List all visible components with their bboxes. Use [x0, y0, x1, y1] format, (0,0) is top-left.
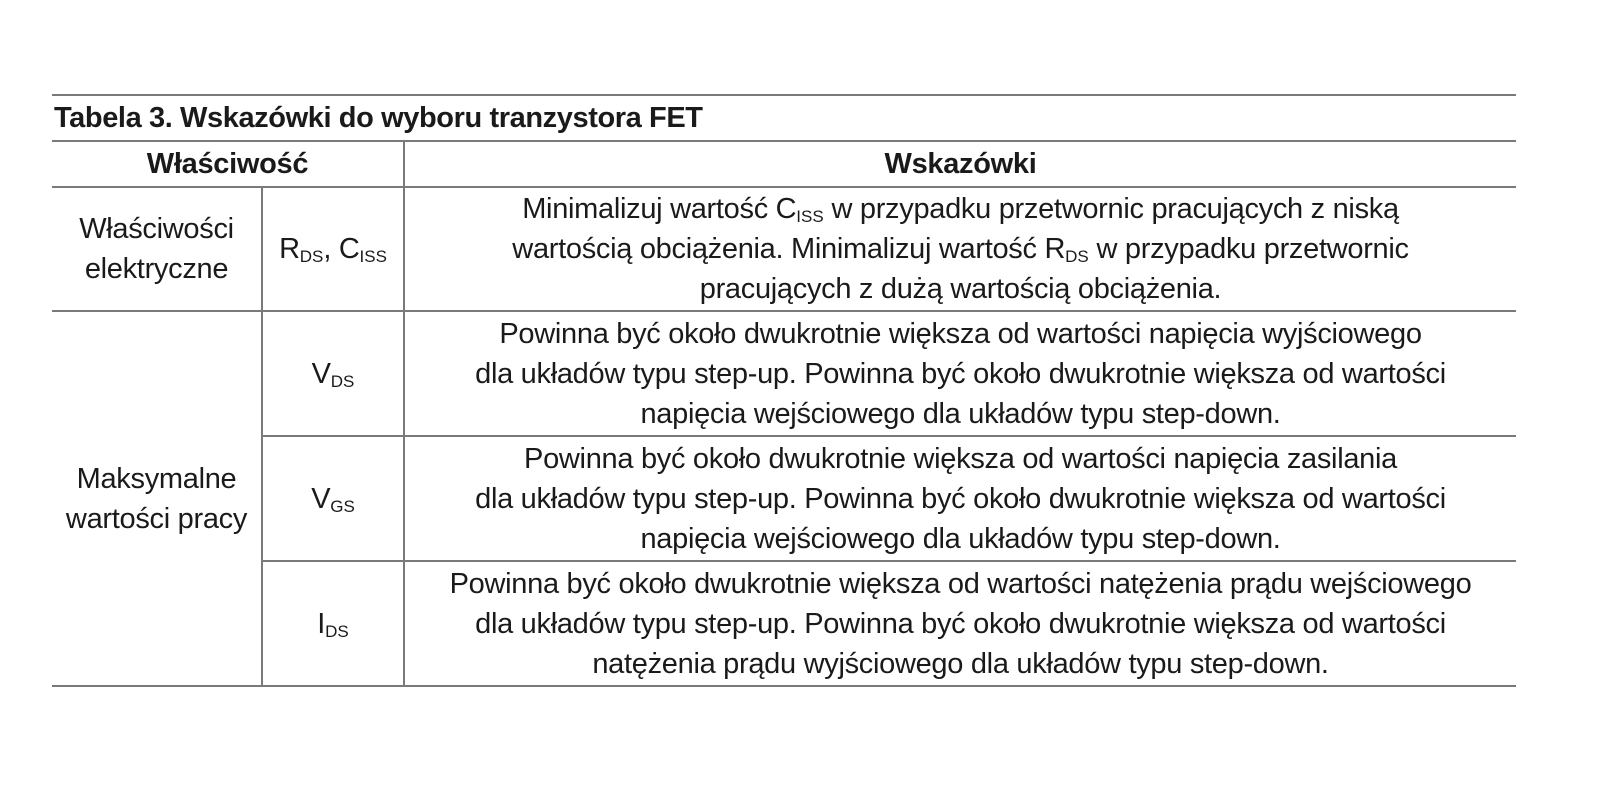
hint-line: wartością obciążenia. Minimalizuj wartość $R_{DS}$ w przypadku przetwornic	[512, 233, 1409, 266]
hint-line: Minimalizuj wartość $C_{ISS}$ w przypadku przetwornic pracujących z niską	[522, 193, 1399, 226]
parameter-cell: $R_{DS}$, $C_{ISS}$	[262, 187, 404, 311]
hint-line: Powinna być około dwukrotnie większa od wartości napięcia wyjściowego	[499, 317, 1422, 350]
hint-line: dla układów typu step-up. Powinna być około dwukrotnie większa od wartości	[475, 482, 1446, 515]
table-row	[52, 311, 1516, 436]
hint-line: napięcia wejściowego dla układów typu step-down.	[640, 397, 1281, 430]
hint-line: natężenia prądu wyjściowego dla układów typu step-down.	[592, 647, 1329, 680]
group-label-electrical	[52, 187, 262, 311]
hint-line: Powinna być około dwukrotnie większa od wartości napięcia zasilania	[524, 442, 1397, 475]
parameter-cell: $I_{DS}$	[262, 561, 404, 686]
group-label-text: Właściwości elektryczne	[79, 213, 234, 285]
group-label-text: Maksymalne wartości pracy	[65, 462, 248, 535]
parameter-cell: $V_{DS}$	[262, 311, 404, 436]
parameter-cell: $V_{GS}$	[262, 436, 404, 561]
hint-cell	[404, 311, 1516, 436]
header-hints: Wskazówki	[404, 141, 1516, 187]
table-row	[52, 436, 1516, 561]
hint-cell	[404, 187, 1516, 311]
hint-line: dla układów typu step-up. Powinna być około dwukrotnie większa od wartości	[475, 607, 1446, 640]
hint-cell	[404, 561, 1516, 686]
hint-line: Powinna być około dwukrotnie większa od wartości natężenia prądu wejściowego	[449, 567, 1472, 600]
hint-cell	[404, 436, 1516, 561]
table-row	[52, 561, 1516, 686]
table-caption: Tabela 3. Wskazówki do wyboru tranzystora FET	[52, 95, 1516, 141]
hint-line: dla układów typu step-up. Powinna być około dwukrotnie większa od wartości	[475, 357, 1446, 390]
hint-line: pracujących z dużą wartością obciążenia.	[699, 273, 1222, 305]
table-row	[52, 187, 1516, 311]
fet-selection-table	[52, 94, 1516, 687]
header-property: Właściwość	[52, 141, 404, 187]
hint-line: napięcia wejściowego dla układów typu step-down.	[640, 522, 1281, 555]
group-label-max-ratings	[52, 311, 262, 686]
